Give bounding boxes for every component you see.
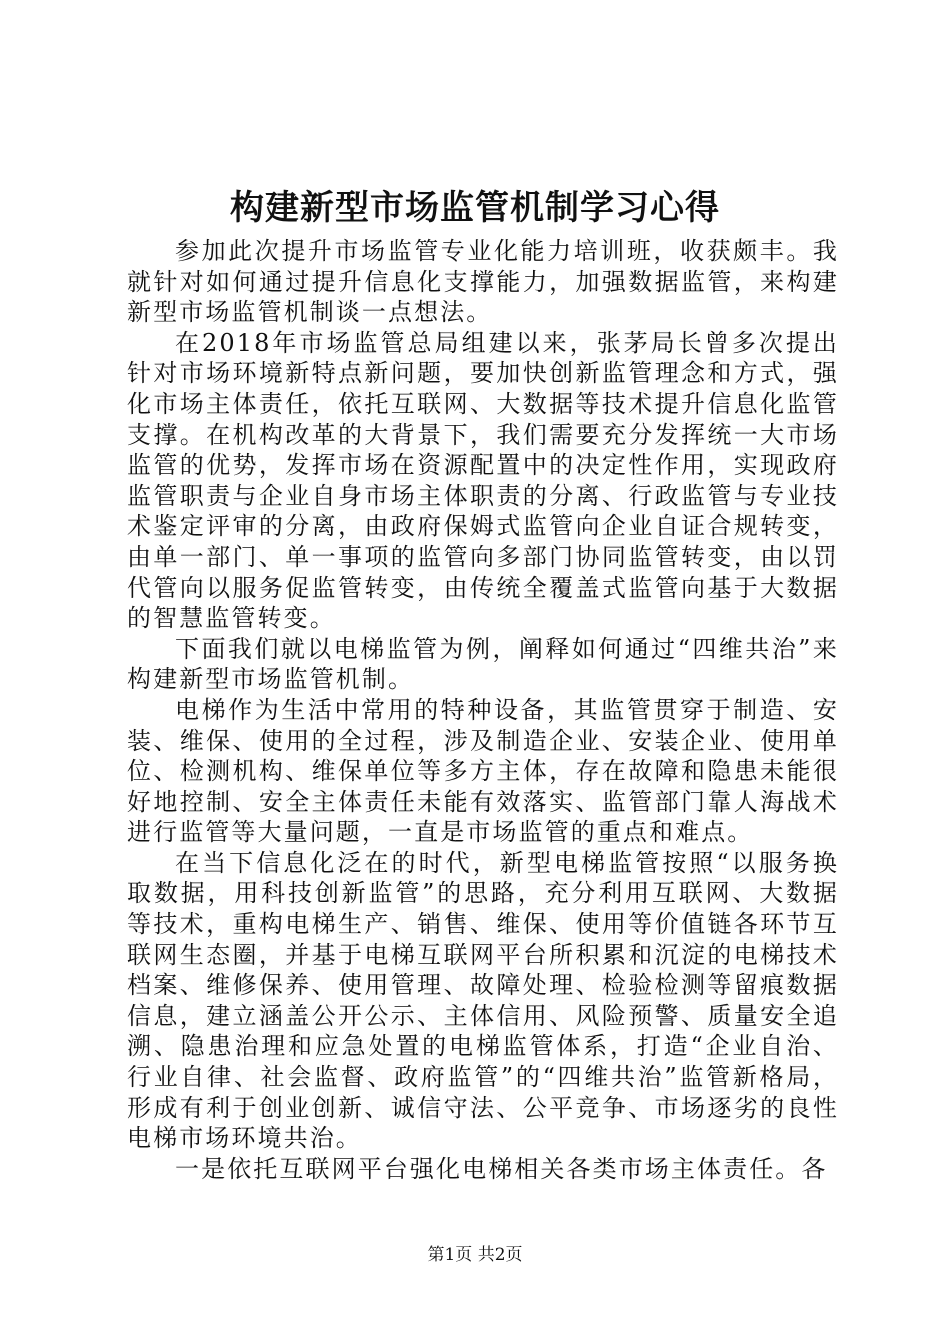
paragraph: 参加此次提升市场监管专业化能力培训班，收获颇丰。我就针对如何通过提升信息化支撑能力，加强数据监管，来构建新型市场监管机制谈一点想法。 (127, 237, 839, 327)
page-number: 第1页 共2页 (427, 1245, 523, 1265)
paragraph: 在当下信息化泛在的时代，新型电梯监管按照“以服务换取数据，用科技创新监管”的思路，充分利用互联网、大数据等技术，重构电梯生产、销售、维保、使用等价值链各环节互联网生态圈，并基于电梯互联网平台所积累和沉淀的电梯技术档案、维修保养、使用管理、故障处理、检验检测等留痕数据信息，建立涵盖公开公示、主体信用、风险预警、质量安全追溯、隐患治理和应急处置的电梯监管体系，打造“企业自治、行业自律、社会监督、政府监管”的“四维共治”监管新格局，形成有利于创业创新、诚信守法、公平竞争、市场逐劣的良性电梯市场环境共治。 (127, 848, 839, 1153)
paragraph: 下面我们就以电梯监管为例，阐释如何通过“四维共治”来构建新型市场监管机制。 (127, 634, 839, 694)
paragraph: 在2018年市场监管总局组建以来，张茅局长曾多次提出针对市场环境新特点新问题，要加快创新监管理念和方式，强化市场主体责任，依托互联网、大数据等技术提升信息化监管支撑。在机构改革的大背景下，我们需要充分发挥统一大市场监管的优势，发挥市场在资源配置中的决定性作用，实现政府监管职责与企业自身市场主体职责的分离、行政监管与专业技术鉴定评审的分离，由政府保姆式监管向企业自证合规转变，由单一部门、单一事项的监管向多部门协同监管转变，由以罚代管向以服务促监管转变，由传统全覆盖式监管向基于大数据的智慧监管转变。 (127, 328, 839, 633)
paragraph: 电梯作为生活中常用的特种设备，其监管贯穿于制造、安装、维保、使用的全过程，涉及制造企业、安装企业、使用单位、检测机构、维保单位等多方主体，存在故障和隐患未能很好地控制、安全主体责任未能有效落实、监管部门靠人海战术进行监管等大量问题，一直是市场监管的重点和难点。 (127, 695, 839, 847)
document-title: 构建新型市场监管机制学习心得 (230, 188, 720, 228)
paragraph: 一是依托互联网平台强化电梯相关各类市场主体责任。各 (175, 1154, 828, 1183)
document-body (127, 236, 839, 1184)
